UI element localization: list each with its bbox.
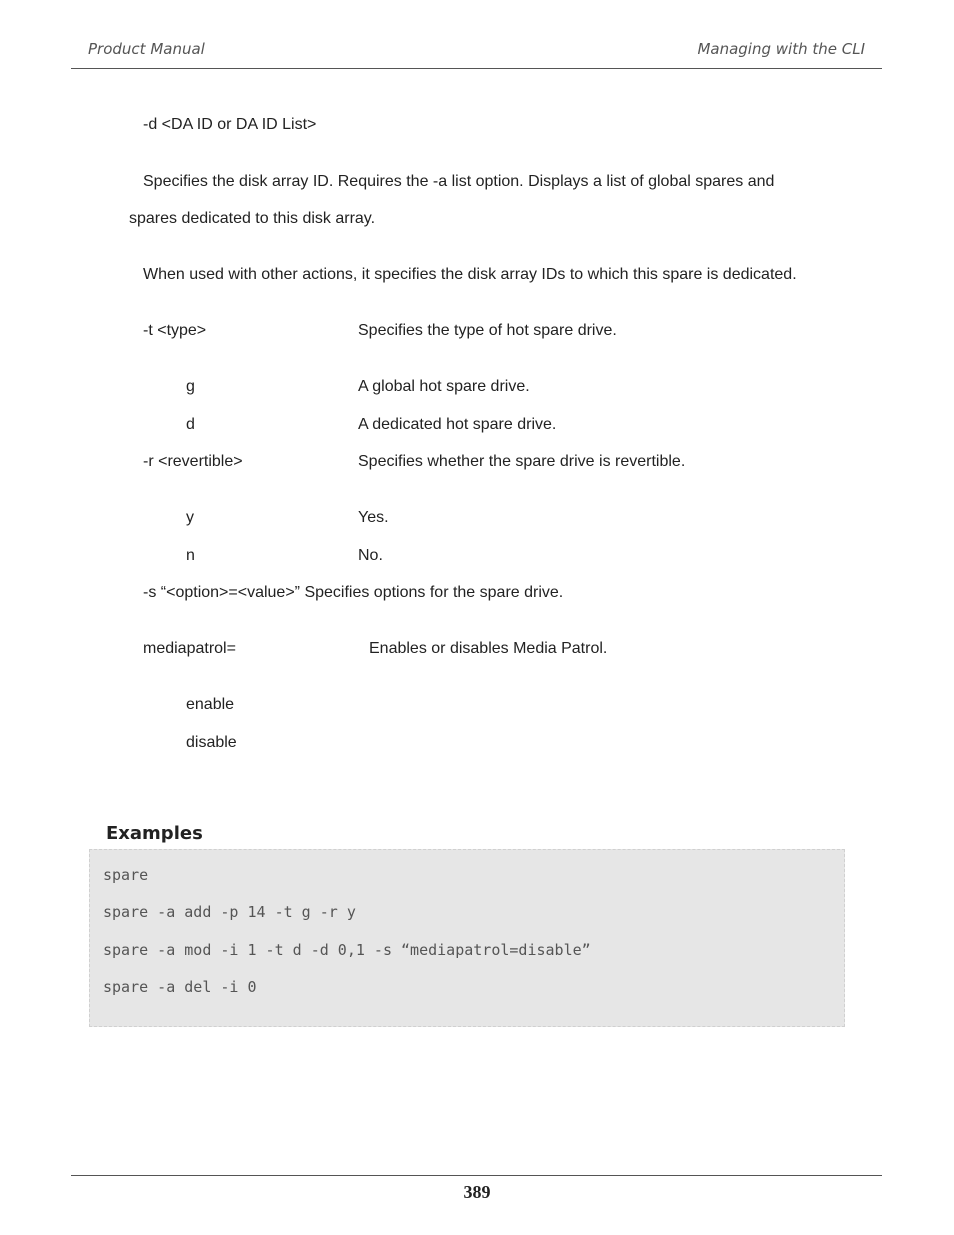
r-value-description: No. [358, 547, 383, 564]
t-value-description: A dedicated hot spare drive. [358, 416, 557, 433]
examples-heading: Examples [106, 823, 203, 844]
d-option-description-line1: Specifies the disk array ID. Requires the -a list option. Displays a list of global spares and [143, 173, 775, 190]
mediapatrol-value: enable [186, 696, 235, 713]
header-rule [71, 68, 882, 69]
t-option-description: Specifies the type of hot spare drive. [358, 322, 617, 339]
t-value-key: d [186, 416, 195, 433]
footer-rule [71, 1175, 882, 1176]
t-value-key: g [186, 378, 195, 395]
mediapatrol-value: disable [186, 734, 237, 751]
r-value-key: n [186, 547, 195, 564]
r-option-description: Specifies whether the spare drive is revertible. [358, 453, 686, 470]
d-option-description-other: When used with other actions, it specifies the disk array IDs to which this spare is dedicated. [143, 266, 797, 283]
code-line: spare [103, 866, 149, 884]
header-left-title: Product Manual [88, 40, 205, 58]
mediapatrol-label: mediapatrol= [143, 640, 236, 657]
mediapatrol-description: Enables or disables Media Patrol. [369, 640, 608, 657]
page-number: 389 [463, 1182, 491, 1202]
t-option-label: -t <type> [143, 322, 207, 339]
code-line: spare -a del -i 0 [103, 978, 257, 996]
code-line: spare -a mod -i 1 -t d -d 0,1 -s “mediapatrol=disable” [103, 941, 591, 959]
r-value-description: Yes. [358, 509, 389, 526]
t-value-description: A global hot spare drive. [358, 378, 530, 395]
r-value-key: y [186, 509, 194, 526]
s-option-label: -s “<option>=<value>” Specifies options for the spare drive. [143, 584, 564, 601]
r-option-label: -r <revertible> [143, 453, 243, 470]
d-option-label: -d <DA ID or DA ID List> [143, 116, 317, 133]
code-example-box [89, 849, 845, 1027]
code-line: spare -a add -p 14 -t g -r y [103, 903, 356, 921]
header-right-title: Managing with the CLI [697, 40, 865, 58]
d-option-description-line2: spares dedicated to this disk array. [129, 210, 376, 227]
